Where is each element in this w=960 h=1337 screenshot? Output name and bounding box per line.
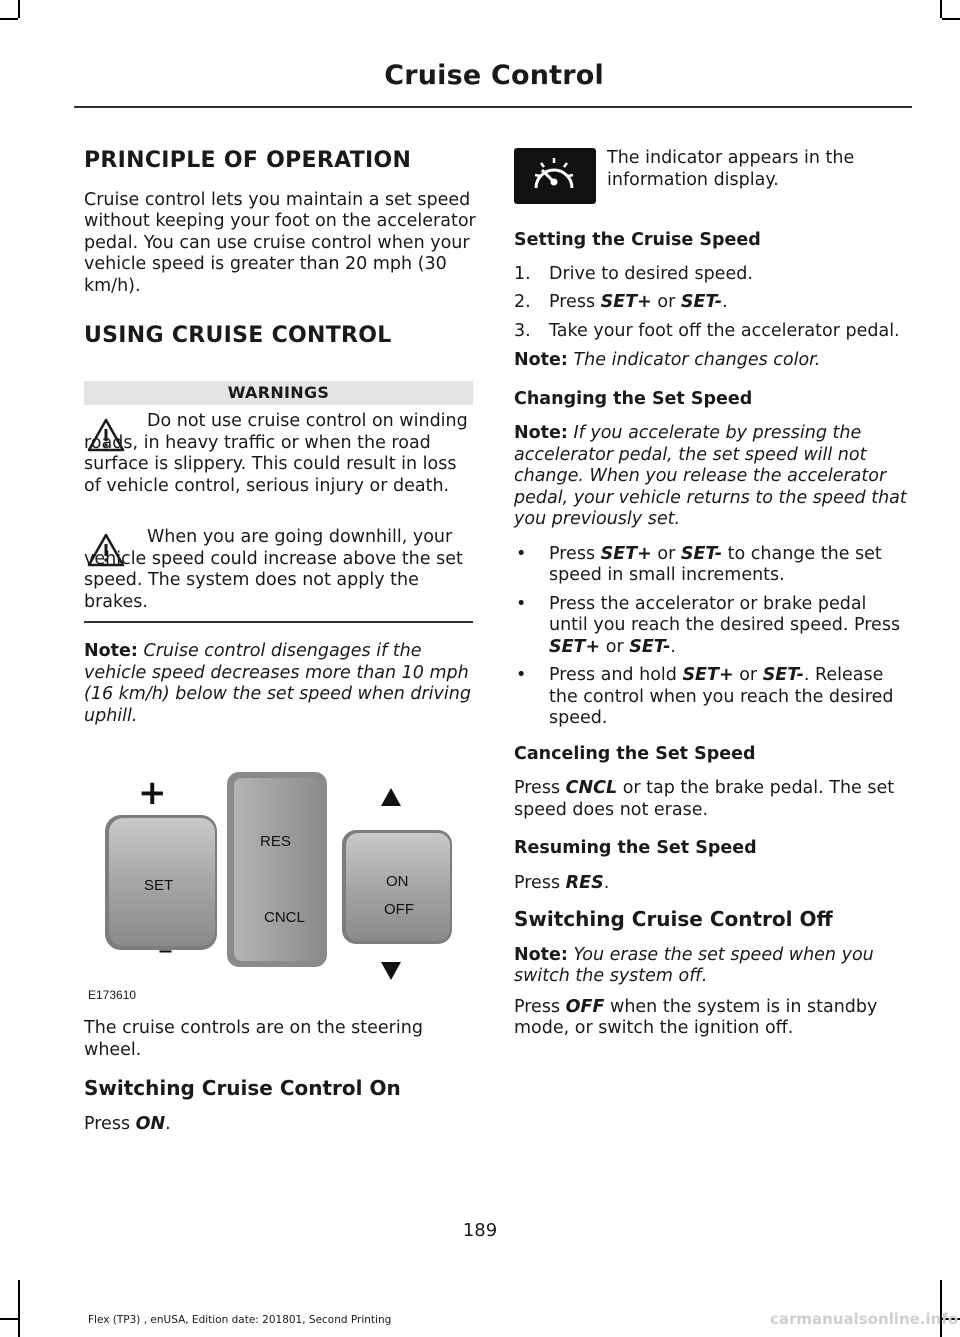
on-label: ON [386, 873, 409, 890]
cancel-paragraph [514, 778, 908, 821]
left-column-bottom [84, 1018, 476, 1135]
bullet-text: or [739, 665, 758, 685]
note-uphill [84, 641, 476, 727]
page-number: 189 [462, 1220, 498, 1241]
note-text: You erase the set speed when you switch the system off. [514, 944, 874, 986]
res-label: RES [260, 833, 291, 850]
heading-resuming: Resuming the Set Speed [514, 838, 757, 858]
watermark: carmanualsonline.info [770, 1310, 959, 1328]
crop-mark [18, 1280, 20, 1337]
indicator-text: The indicator appears in the information display. [607, 148, 855, 190]
note-text: The indicator changes color. [573, 350, 821, 370]
crop-mark [940, 0, 942, 18]
down-arrow-icon [381, 962, 401, 980]
minus-symbol: – [158, 933, 173, 968]
note-label: Note: [514, 350, 568, 370]
up-arrow-icon [381, 788, 401, 806]
heading-principle: PRINCIPLE OF OPERATION [84, 148, 412, 173]
bullet-text: Press [549, 543, 596, 564]
step-1 [514, 264, 908, 286]
step-text: Take your foot off the accelerator pedal. [549, 320, 900, 341]
step-text: or [657, 292, 676, 312]
note-label: Note: [84, 641, 138, 661]
press-on-paragraph [84, 1114, 476, 1136]
note-accelerate [514, 423, 908, 531]
body-text: Press [514, 872, 561, 893]
body-text: or tap the brake pedal. The set speed does not erase. [514, 778, 895, 820]
step-number: 3. [514, 320, 531, 341]
crop-mark [18, 0, 20, 18]
bullet-mark: • [516, 543, 527, 564]
body-text: when the system is in standby mode, or switch the ignition off. [514, 996, 878, 1038]
bullet-1 [514, 544, 908, 587]
off-label: OFF [384, 901, 414, 918]
off-keyword: OFF [565, 996, 605, 1017]
crop-mark [940, 1280, 942, 1337]
note-text: If you accelerate by pressing the accelerator pedal, the set speed will not change. When you release the accelerator pedal, your vehicle returns to the speed that you previously set. [514, 423, 907, 529]
heading-canceling: Canceling the Set Speed [514, 743, 756, 764]
note-label: Note: [514, 944, 568, 965]
warning-1: Do not use cruise control on winding roads, in heavy traffic or when the road surface is slippery. This could result in loss of vehicle control, serious injury or death. [84, 411, 468, 496]
note-label: Note: [514, 423, 568, 443]
controls-paragraph: The cruise controls are on the steering wheel. [84, 1018, 423, 1060]
heading-switch-on: Switching Cruise Control On [84, 1076, 401, 1100]
bullet-text: or [657, 543, 676, 564]
period: . [603, 872, 610, 893]
bullet-mark: • [516, 665, 527, 685]
set-minus-keyword: SET- [762, 665, 804, 685]
bullet-3 [514, 665, 908, 730]
bullet-text: to change the set speed in small increments. [549, 543, 882, 585]
plus-symbol: + [138, 773, 167, 813]
header-rule [74, 106, 912, 108]
step-text: Drive to desired speed. [549, 263, 753, 284]
figure-code: E173610 [88, 988, 137, 1002]
period: . [722, 292, 728, 312]
warnings-header: WARNINGS [84, 381, 473, 405]
set-plus-keyword: SET+ [682, 665, 734, 685]
crop-mark [0, 1318, 18, 1320]
body-text: Press [514, 778, 561, 798]
bullet-text: or [605, 636, 624, 657]
heading-setting: Setting the Cruise Speed [514, 230, 761, 250]
note-text: Cruise control disengages if the vehicle speed decreases more than 10 mph (16 km/h) below the set speed when driving uphill. [84, 641, 471, 726]
right-column [514, 230, 908, 1040]
off-paragraph [514, 997, 908, 1040]
set-plus-keyword: SET+ [549, 636, 601, 657]
heading-using: USING CRUISE CONTROL [84, 323, 392, 348]
heading-changing: Changing the Set Speed [514, 388, 753, 409]
warning-2: When you are going downhill, your vehicle speed could increase above the set speed. The system does not apply the brakes. [84, 527, 463, 612]
heading-switch-off: Switching Cruise Control Off [514, 907, 833, 931]
period: . [670, 636, 676, 657]
crop-mark [942, 18, 960, 20]
press-text: Press [84, 1113, 131, 1134]
crop-mark [0, 18, 18, 20]
edition-info: Flex (TP3) , enUSA, Edition date: 201801, Second Printing [88, 1314, 392, 1326]
bullet-2 [514, 594, 908, 659]
on-keyword: ON [135, 1113, 166, 1134]
cruise-controls-figure [100, 770, 460, 1005]
body-text: Press [514, 996, 561, 1017]
note-erase [514, 945, 908, 988]
cncl-keyword: CNCL [565, 778, 618, 798]
res-keyword: RES [565, 872, 604, 893]
res-cncl-button-face [234, 778, 320, 961]
step-2 [514, 292, 908, 314]
bullet-text: . Release the control when you reach the desired speed. [549, 665, 894, 728]
set-minus-keyword: SET- [629, 636, 671, 657]
principle-paragraph: Cruise control lets you maintain a set speed without keeping your foot on the accelerator pedal. You can use cruise control when your vehicle speed is greater than 20 mph (30 km/h). [84, 189, 476, 296]
set-plus-keyword: SET+ [600, 292, 652, 312]
left-column [84, 150, 476, 347]
bullet-mark: • [516, 593, 527, 614]
bullet-text: Press and hold [549, 665, 677, 685]
step-3 [514, 321, 908, 343]
set-minus-keyword: SET- [680, 292, 723, 312]
step-number: 1. [514, 263, 531, 284]
period: . [165, 1113, 171, 1134]
warnings-rule [84, 621, 473, 623]
set-button-label: SET [144, 877, 174, 894]
set-plus-keyword: SET+ [600, 543, 652, 564]
bullet-text: Press the accelerator or brake pedal until you reach the desired speed. Press [549, 593, 901, 635]
page-title: Cruise Control [384, 60, 604, 91]
cncl-label: CNCL [264, 909, 305, 926]
set-minus-keyword: SET- [680, 543, 723, 564]
cruise-indicator-icon [514, 148, 596, 204]
step-text: Press [549, 292, 596, 312]
step-number: 2. [514, 292, 531, 312]
note-color [514, 350, 908, 372]
resume-paragraph [514, 873, 908, 895]
